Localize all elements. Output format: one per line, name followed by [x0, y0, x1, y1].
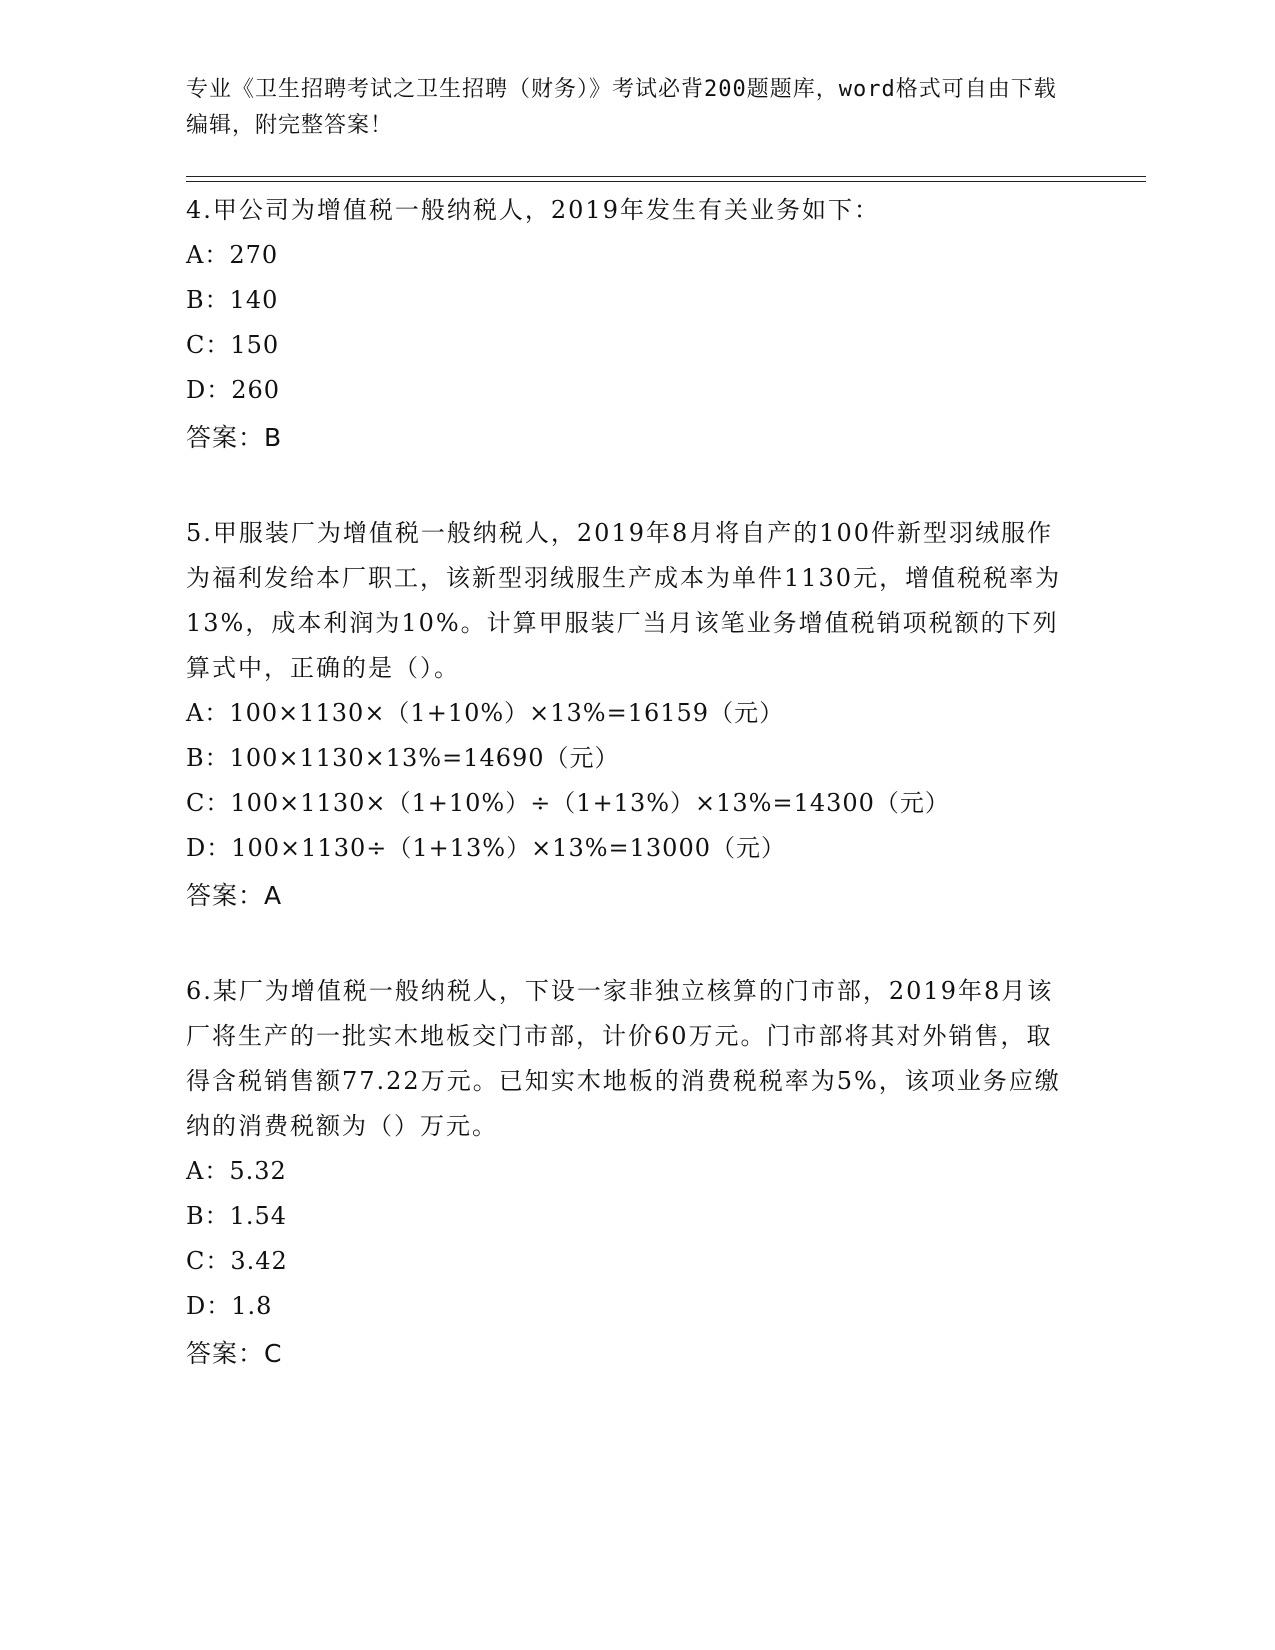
option-d: D：260 — [186, 376, 281, 404]
option-a: A：5.32 — [186, 1157, 287, 1185]
option-b: B：1.54 — [186, 1202, 288, 1230]
answer-line: 答案：C — [186, 1339, 283, 1368]
answer-line: 答案：A — [186, 881, 283, 910]
question-5 — [186, 511, 1066, 921]
option-a: A：270 — [186, 241, 279, 269]
header-rule-bottom — [186, 181, 1146, 182]
question-4 — [186, 188, 1066, 463]
question-stem: 6.某厂为增值税一般纳税人，下设一家非独立核算的门市部，2019年8月该厂将生产的一批实木地板交门市部，计价60万元。门市部将其对外销售，取得含税销售额77.22万元。已知实木地板的消费税税率为5%，该项业务应缴纳的消费税额为（）万元。 — [186, 977, 1061, 1140]
option-a: A：100×1130×（1+10%）×13%=16159（元） — [186, 699, 785, 727]
option-d: D：100×1130÷（1+13%）×13%=13000（元） — [186, 834, 786, 862]
option-c: C：100×1130×（1+10%）÷（1+13%）×13%=14300（元） — [186, 789, 950, 817]
option-d: D：1.8 — [186, 1292, 273, 1320]
question-stem: 4.甲公司为增值税一般纳税人，2019年发生有关业务如下： — [186, 196, 880, 224]
document-header: 专业《卫生招聘考试之卫生招聘（财务）》考试必背200题题库，word格式可自由下载编辑，附完整答案！ — [186, 77, 1057, 138]
option-c: C：3.42 — [186, 1247, 288, 1275]
option-b: B：140 — [186, 286, 279, 314]
question-stem: 5.甲服装厂为增值税一般纳税人，2019年8月将自产的100件新型羽绒服作为福利发给本厂职工，该新型羽绒服生产成本为单件1130元，增值税税率为13%，成本利润为10%。计算甲服装厂当月该笔业务增值税销项税额的下列算式中，正确的是（）。 — [186, 519, 1062, 682]
question-list — [186, 188, 1066, 1427]
question-6 — [186, 969, 1066, 1379]
option-b: B：100×1130×13%=14690（元） — [186, 744, 620, 772]
header-rule-top — [186, 176, 1146, 177]
option-c: C：150 — [186, 331, 280, 359]
answer-line: 答案：B — [186, 423, 283, 452]
